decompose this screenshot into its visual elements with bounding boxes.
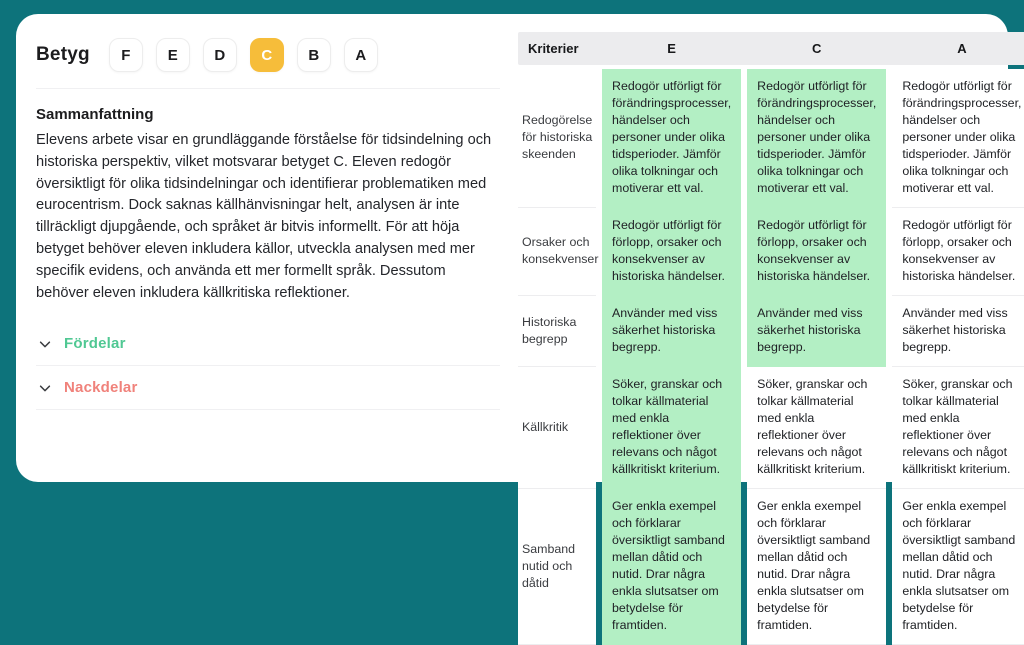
header-divider: [36, 88, 500, 89]
chevron-down-icon: [38, 381, 52, 395]
criterion-label: Orsaker och konsekvenser: [518, 208, 596, 296]
rubric-cell: Söker, granskar och tolkar källmaterial med enkla reflektioner över relevans och något källkritiskt kriterium.: [602, 367, 741, 489]
summary-heading: Sammanfattning: [36, 106, 500, 123]
rubric-cell: Använder med viss säkerhet historiska begrepp.: [747, 296, 886, 367]
rubric-cell: Ger enkla exempel och förklarar översiktligt samband mellan dåtid och nutid. Drar några enkla slutsatser om betydelse för framtiden.: [747, 489, 886, 645]
left-panel: [36, 30, 518, 466]
grading-card: [16, 14, 1008, 482]
criterion-label: Källkritik: [518, 367, 596, 489]
grade-button-a[interactable]: A: [344, 38, 378, 72]
rubric-body: [518, 69, 1024, 645]
rubric-panel: [518, 30, 1024, 466]
rubric-cell: Söker, granskar och tolkar källmaterial med enkla reflektioner över relevans och något källkritiskt kriterium.: [747, 367, 886, 489]
cons-label: Nackdelar: [64, 379, 138, 396]
grade-bar-title: Betyg: [36, 44, 90, 66]
rubric-cell: Redogör utförligt för förlopp, orsaker och konsekvenser av historiska händelser.: [892, 208, 1024, 296]
grade-button-d[interactable]: D: [203, 38, 237, 72]
grade-bar: [36, 30, 500, 76]
grade-button-c[interactable]: C: [250, 38, 284, 72]
rubric-cell: Ger enkla exempel och förklarar översiktligt samband mellan dåtid och nutid. Drar några enkla slutsatser om betydelse för framtiden.: [892, 489, 1024, 645]
rubric-table: [518, 32, 1024, 645]
rubric-cell: Redogör utförligt för förändringsprocesser, händelser och personer under olika tidsperioder. Jämför olika tolkningar och motiverar ett val.: [747, 69, 886, 208]
criterion-label: Redogörelse för historiska skeenden: [518, 69, 596, 208]
rubric-cell: Redogör utförligt för förändringsprocesser, händelser och personer under olika tidsperioder. Jämför olika tolkningar och motiverar ett val.: [602, 69, 741, 208]
pros-accordion[interactable]: [36, 322, 500, 366]
criterion-label: Samband nutid och dåtid: [518, 489, 596, 645]
rubric-cell: Söker, granskar och tolkar källmaterial med enkla reflektioner över relevans och något källkritiskt kriterium.: [892, 367, 1024, 489]
rubric-cell: Ger enkla exempel och förklarar översiktligt samband mellan dåtid och nutid. Drar några enkla slutsatser om betydelse för framtiden.: [602, 489, 741, 645]
cons-accordion[interactable]: [36, 366, 500, 410]
accordion-list: [36, 322, 500, 410]
pros-label: Fördelar: [64, 335, 126, 352]
rubric-header-row: [518, 32, 1024, 65]
rubric-header-a: A: [892, 32, 1024, 65]
rubric-cell: Redogör utförligt för förändringsprocesser, händelser och personer under olika tidsperioder. Jämför olika tolkningar och motiverar ett val.: [892, 69, 1024, 208]
rubric-cell: Redogör utförligt för förlopp, orsaker och konsekvenser av historiska händelser.: [747, 208, 886, 296]
rubric-cell: Redogör utförligt för förlopp, orsaker och konsekvenser av historiska händelser.: [602, 208, 741, 296]
grade-button-b[interactable]: B: [297, 38, 331, 72]
rubric-header-c: C: [747, 32, 886, 65]
grade-button-f[interactable]: F: [109, 38, 143, 72]
criterion-label: Historiska begrepp: [518, 296, 596, 367]
rubric-header-e: E: [602, 32, 741, 65]
rubric-header-criteria: Kriterier: [518, 32, 596, 65]
chevron-down-icon: [38, 337, 52, 351]
rubric-cell: Använder med viss säkerhet historiska begrepp.: [892, 296, 1024, 367]
grade-button-e[interactable]: E: [156, 38, 190, 72]
summary-text: Elevens arbete visar en grundläggande förståelse för tidsindelning och historiska perspektiv, vilket motsvarar betyget C. Eleven redogör översiktligt för olika tidsindelningar och identifierar problematiken med eurocentrism. Dock saknas källhänvisningar helt, analysen är inte tillräckligt djupgående, och språket är bitvis informellt. För att höja betyget behöver eleven inkludera källor, utveckla analysen med mer specifik evidens, och använda ett mer formellt språk. Dessutom behöver eleven inkludera källkritiska reflektioner.: [36, 130, 500, 304]
rubric-cell: Använder med viss säkerhet historiska begrepp.: [602, 296, 741, 367]
